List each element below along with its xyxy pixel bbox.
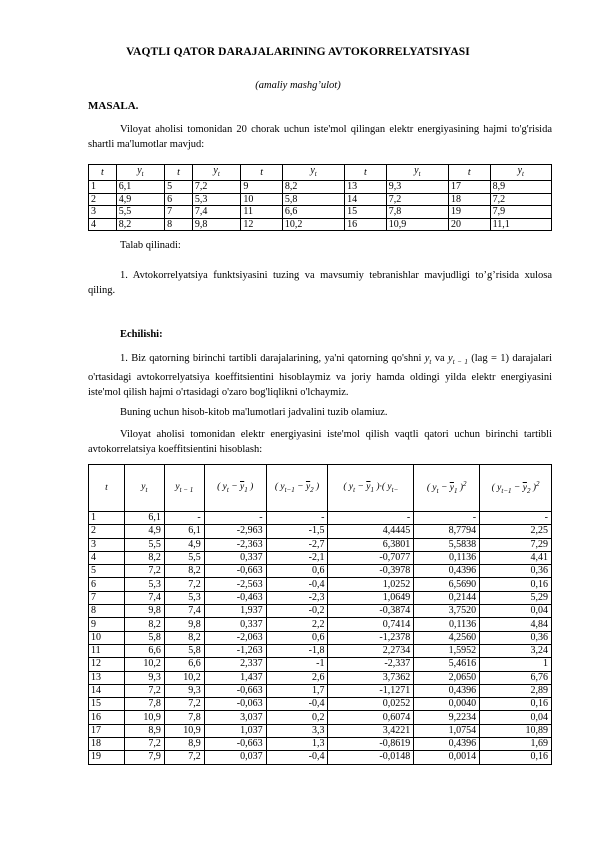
table-cell: -0,3874 <box>328 605 414 618</box>
col-yt-1: $y_{t - 1}$ <box>164 465 204 512</box>
table-cell: -0,2 <box>266 605 328 618</box>
table-header-row <box>89 465 552 512</box>
table-cell: 3,3 <box>266 724 328 737</box>
table-cell: 8,2 <box>282 181 344 194</box>
header-letter: y <box>414 165 419 176</box>
header-cell: t <box>89 165 117 181</box>
table-row <box>89 565 552 578</box>
table-cell: -0,463 <box>204 591 266 604</box>
solution-text-1: 1. Biz qatorning birinchi tartibli darajalarining, ya'ni qatorning qo'shni <box>120 353 422 364</box>
table-cell: 12 <box>241 218 283 231</box>
table-cell: 19 <box>449 206 491 219</box>
table-cell: 7,2 <box>164 698 204 711</box>
table-row <box>89 698 552 711</box>
solution-paragraph <box>88 351 552 400</box>
table-cell: 9 <box>241 181 283 194</box>
table-cell: 2 <box>89 193 117 206</box>
table-cell: -2,1 <box>266 551 328 564</box>
header-cell <box>490 165 551 181</box>
table-row <box>89 618 552 631</box>
table-cell: 18 <box>449 193 491 206</box>
table-cell: 1,3 <box>266 738 328 751</box>
header-cell: t <box>449 165 491 181</box>
table-cell: 8 <box>89 605 125 618</box>
table-row <box>89 738 552 751</box>
table-cell: 6 <box>165 193 193 206</box>
table-cell: -0,063 <box>204 698 266 711</box>
col-yt: $y_t$ <box>124 465 164 512</box>
table-cell: 3 <box>89 206 117 219</box>
table-cell: 17 <box>89 724 125 737</box>
table-cell: 0,6074 <box>328 711 414 724</box>
solution-lag: (lag = 1) <box>471 353 510 364</box>
table-cell: -1,8 <box>266 644 328 657</box>
table-cell: 8,7794 <box>414 525 480 538</box>
table-cell: -1,5 <box>266 525 328 538</box>
table-cell: 6,3801 <box>328 538 414 551</box>
table-cell: 5 <box>165 181 193 194</box>
table-cell: 11,1 <box>490 218 551 231</box>
table-cell: 4,84 <box>480 618 552 631</box>
table-cell: 10,2 <box>164 671 204 684</box>
table-row <box>89 181 552 194</box>
table-cell: 13 <box>89 671 125 684</box>
table-row <box>89 711 552 724</box>
table-cell: 0,037 <box>204 751 266 764</box>
table-cell: 8,9 <box>124 724 164 737</box>
table-cell: -0,663 <box>204 738 266 751</box>
table-row <box>89 684 552 697</box>
table-cell: 9,8 <box>124 605 164 618</box>
table-cell: 9 <box>89 618 125 631</box>
table-cell: 8,2 <box>124 551 164 564</box>
col-dev1: ( $y_t - \overline{y}_1$ ) <box>204 465 266 512</box>
table-cell: 2,0650 <box>414 671 480 684</box>
table-cell: 4,9 <box>116 193 164 206</box>
table-cell: 7,8 <box>164 711 204 724</box>
header-subscript: t <box>314 170 317 178</box>
table-cell: 8,2 <box>124 618 164 631</box>
table-cell: 7,8 <box>386 206 448 219</box>
table-cell: -0,7077 <box>328 551 414 564</box>
table-cell: 9,8 <box>164 618 204 631</box>
calc-intro-paragraph: Viloyat aholisi tomonidan elektr energiyasini iste'mol qilish vaqtli qatori uchun birinchi tartibli avtokorrelatsiya koeffitsientini hisoblash: <box>88 429 552 455</box>
table-cell: 7,2 <box>386 193 448 206</box>
table-cell: 18 <box>89 738 125 751</box>
table-cell: 0,337 <box>204 551 266 564</box>
table-cell: 4 <box>89 551 125 564</box>
table-cell: 8,9 <box>164 738 204 751</box>
table-cell: - <box>328 512 414 525</box>
autocorrelation-table <box>88 464 552 765</box>
table-cell: -2,3 <box>266 591 328 604</box>
table-row <box>89 551 552 564</box>
table-cell: 11 <box>89 644 125 657</box>
table-cell: 6 <box>89 578 125 591</box>
table-cell: 3 <box>89 538 125 551</box>
header-cell <box>192 165 240 181</box>
table-row <box>89 658 552 671</box>
table-cell: 10,9 <box>164 724 204 737</box>
table-cell: 5,3 <box>192 193 240 206</box>
table-cell: 3,7520 <box>414 605 480 618</box>
table-cell: 5,5 <box>116 206 164 219</box>
table-cell: 14 <box>345 193 387 206</box>
table-cell: 0,16 <box>480 698 552 711</box>
table-cell: 9,3 <box>386 181 448 194</box>
formula-yt-1: $y_{t - 1}$ <box>448 353 468 367</box>
table-cell: 3,037 <box>204 711 266 724</box>
header-letter: y <box>137 165 142 176</box>
header-cell <box>386 165 448 181</box>
solution-text-2: darajalari o'rtasidagi avtokorrelyatsiya koeffitsientini hisoblaymiz va joriy hamda oldingi yilda elektr energiyasini iste'mol qilish hajmi o'rtasidagi o'zaro bog'liqlikni o'lchaymiz. <box>88 353 553 399</box>
table-cell: -2,337 <box>328 658 414 671</box>
table-cell: 2,25 <box>480 525 552 538</box>
table-header-row <box>89 165 552 181</box>
table-cell: -0,8619 <box>328 738 414 751</box>
table-cell: -2,063 <box>204 631 266 644</box>
table-cell: 7,29 <box>480 538 552 551</box>
table-row <box>89 671 552 684</box>
table-cell: 10,2 <box>124 658 164 671</box>
table-cell: 2 <box>89 525 125 538</box>
table-cell: 9,2234 <box>414 711 480 724</box>
col-sq2: ( $y_{t-1} - \overline{y}_2$ )$^2$ <box>480 465 552 512</box>
table-row <box>89 605 552 618</box>
table-cell: 6,1 <box>164 525 204 538</box>
table-cell: -2,963 <box>204 525 266 538</box>
table-cell: 7,9 <box>490 206 551 219</box>
table-row <box>89 591 552 604</box>
table-cell: 7,4 <box>192 206 240 219</box>
header-cell <box>116 165 164 181</box>
table-cell: 1,937 <box>204 605 266 618</box>
header-cell: t <box>165 165 193 181</box>
table-cell: 8,9 <box>490 181 551 194</box>
header-letter: y <box>310 165 315 176</box>
table-row <box>89 206 552 219</box>
table-cell: 15 <box>89 698 125 711</box>
table-cell: 0,36 <box>480 631 552 644</box>
table-cell: 0,4396 <box>414 565 480 578</box>
header-subscript: t <box>522 170 524 178</box>
table-cell: 9,3 <box>124 671 164 684</box>
table-cell: 19 <box>89 751 125 764</box>
table-cell: 14 <box>89 684 125 697</box>
formula-yt: $y_t$ <box>424 353 432 367</box>
input-data-table <box>88 164 552 231</box>
header-cell: t <box>241 165 283 181</box>
table-cell: 1,69 <box>480 738 552 751</box>
table-cell: 0,4396 <box>414 684 480 697</box>
table-cell: 0,0040 <box>414 698 480 711</box>
table-cell: 20 <box>449 218 491 231</box>
table-cell: -0,4 <box>266 578 328 591</box>
intro-paragraph: Viloyat aholisi tomonidan 20 chorak uchun iste'mol qilingan elektr energiyasining hajmi to'g'risida shartli ma'lumotlar mavjud: <box>88 124 552 150</box>
table-cell: 7 <box>165 206 193 219</box>
table-cell: 7,4 <box>124 591 164 604</box>
table-cell: 1 <box>480 658 552 671</box>
table-cell: -0,4 <box>266 751 328 764</box>
table-cell: 0,4396 <box>414 738 480 751</box>
table-cell: 5,4616 <box>414 658 480 671</box>
table-cell: 2,2 <box>266 618 328 631</box>
table-cell: 5,5838 <box>414 538 480 551</box>
table-row <box>89 525 552 538</box>
header-letter: y <box>517 165 523 176</box>
table-row <box>89 538 552 551</box>
table-cell: 8,2 <box>164 565 204 578</box>
col-dev2: ( $y_{t-1} - \overline{y}_2$ ) <box>266 465 328 512</box>
table-cell: -2,563 <box>204 578 266 591</box>
table-row <box>89 751 552 764</box>
table-cell: -0,663 <box>204 565 266 578</box>
table-cell: 2,337 <box>204 658 266 671</box>
table-cell: 5 <box>89 565 125 578</box>
table-cell: 6,6 <box>124 644 164 657</box>
table-cell: 7,2 <box>124 565 164 578</box>
table-cell: 11 <box>241 206 283 219</box>
header-cell: t <box>345 165 387 181</box>
page-title: VAQTLI QATOR DARAJALARINING AVTOKORRELYATSIYASI <box>126 46 470 58</box>
col-t: t <box>89 465 125 512</box>
table-cell: 10,89 <box>480 724 552 737</box>
table-cell: 5,29 <box>480 591 552 604</box>
table-cell: 2,6 <box>266 671 328 684</box>
table-cell: 0,0014 <box>414 751 480 764</box>
table-cell: 1,0252 <box>328 578 414 591</box>
table-cell: 0,6 <box>266 565 328 578</box>
header-subscript: t <box>217 170 220 178</box>
solution-heading: Echilishi: <box>120 329 163 340</box>
table-cell: 7,2 <box>124 738 164 751</box>
table-cell: 6,1 <box>116 181 164 194</box>
table-cell: - <box>204 512 266 525</box>
table-cell: 12 <box>89 658 125 671</box>
table-cell: 10 <box>241 193 283 206</box>
table-cell: 6,6 <box>164 658 204 671</box>
table-cell: 0,1136 <box>414 551 480 564</box>
table-cell: 6,5690 <box>414 578 480 591</box>
table-cell: 4,2560 <box>414 631 480 644</box>
table-cell: 16 <box>345 218 387 231</box>
table-cell: 4,9 <box>164 538 204 551</box>
table-cell: 1,0649 <box>328 591 414 604</box>
table-cell: 0,04 <box>480 605 552 618</box>
header-letter: y <box>213 165 218 176</box>
table-row <box>89 512 552 525</box>
table-cell: 8 <box>165 218 193 231</box>
table-cell: 13 <box>345 181 387 194</box>
table-cell: -2,7 <box>266 538 328 551</box>
buning-paragraph: Buning uchun hisob-kitob ma'lumotlari jadvalini tuzib olamiuz. <box>120 407 388 418</box>
problem-heading: MASALA. <box>88 100 139 112</box>
table-cell: 7,4 <box>164 605 204 618</box>
table-cell: -1,263 <box>204 644 266 657</box>
table-cell: 7 <box>89 591 125 604</box>
table-cell: 1,037 <box>204 724 266 737</box>
table-cell: 7,2 <box>164 751 204 764</box>
table-cell: 7,2 <box>192 181 240 194</box>
table-cell: 4 <box>89 218 117 231</box>
table-cell: - <box>414 512 480 525</box>
table-cell: -0,663 <box>204 684 266 697</box>
table-cell: 5,8 <box>282 193 344 206</box>
table-cell: - <box>266 512 328 525</box>
table-cell: -0,0148 <box>328 751 414 764</box>
table-cell: 10,9 <box>124 711 164 724</box>
table-cell: 5,5 <box>164 551 204 564</box>
table-cell: 1,0754 <box>414 724 480 737</box>
table-cell: 3,7362 <box>328 671 414 684</box>
table-cell: 1,7 <box>266 684 328 697</box>
header-subscript: t <box>141 170 144 178</box>
table-cell: 1 <box>89 181 117 194</box>
table-cell: 0,0252 <box>328 698 414 711</box>
table-cell: 16 <box>89 711 125 724</box>
table-cell: 7,2 <box>124 684 164 697</box>
table-cell: -0,4 <box>266 698 328 711</box>
table-cell: 3,24 <box>480 644 552 657</box>
table-row <box>89 631 552 644</box>
table-cell: 0,7414 <box>328 618 414 631</box>
table-cell: 3,4221 <box>328 724 414 737</box>
table-cell: 6,76 <box>480 671 552 684</box>
table-row <box>89 578 552 591</box>
table-cell: -1,1271 <box>328 684 414 697</box>
table-cell: 1,437 <box>204 671 266 684</box>
col-sq1: ( $y_t - \overline{y}_1$ )$^2$ <box>414 465 480 512</box>
table-cell: 4,41 <box>480 551 552 564</box>
table-cell: 0,04 <box>480 711 552 724</box>
table-cell: 4,4445 <box>328 525 414 538</box>
table-cell: -1,2378 <box>328 631 414 644</box>
table-row <box>89 644 552 657</box>
table-cell: 5,3 <box>124 578 164 591</box>
table-cell: 4,9 <box>124 525 164 538</box>
table-cell: 1,5952 <box>414 644 480 657</box>
table-cell: 9,3 <box>164 684 204 697</box>
table-cell: 5,3 <box>164 591 204 604</box>
table-cell: 7,2 <box>164 578 204 591</box>
col-product: ( $y_t - \overline{y}_1$ )·( $y_{t-}$ <box>328 465 414 512</box>
table-cell: 0,2144 <box>414 591 480 604</box>
table-cell: 0,2 <box>266 711 328 724</box>
table-cell: 6,6 <box>282 206 344 219</box>
table-cell: 15 <box>345 206 387 219</box>
table-cell: 1 <box>89 512 125 525</box>
table-cell: 9,8 <box>192 218 240 231</box>
table-cell: 0,16 <box>480 751 552 764</box>
table-cell: 17 <box>449 181 491 194</box>
table-row <box>89 193 552 206</box>
table-cell: 0,16 <box>480 578 552 591</box>
solution-and: va <box>434 353 445 364</box>
table-cell: 7,2 <box>490 193 551 206</box>
table-cell: -2,363 <box>204 538 266 551</box>
table-cell: 2,89 <box>480 684 552 697</box>
requirement-label: Talab qilinadi: <box>120 240 181 251</box>
table-cell: 5,8 <box>164 644 204 657</box>
table-cell: 5,5 <box>124 538 164 551</box>
table-cell: 8,2 <box>164 631 204 644</box>
table-cell: 0,337 <box>204 618 266 631</box>
table-cell: 7,8 <box>124 698 164 711</box>
header-subscript: t <box>418 170 421 178</box>
table-row <box>89 724 552 737</box>
table-cell: -0,3978 <box>328 565 414 578</box>
table-row <box>89 218 552 231</box>
table-cell: 5,8 <box>124 631 164 644</box>
table-cell: 0,36 <box>480 565 552 578</box>
task-paragraph: 1. Avtokorrelyatsiya funktsiyasini tuzing va mavsumiy tebranishlar mavjudligi to’g’risida xulosa qiling. <box>88 270 552 296</box>
table-cell: -1 <box>266 658 328 671</box>
table-cell: 0,1136 <box>414 618 480 631</box>
table-cell: - <box>164 512 204 525</box>
table-cell: 8,2 <box>116 218 164 231</box>
table-cell: 10,2 <box>282 218 344 231</box>
table-cell: 0,6 <box>266 631 328 644</box>
table-cell: 6,1 <box>124 512 164 525</box>
table-cell: 10,9 <box>386 218 448 231</box>
table-cell: 7,9 <box>124 751 164 764</box>
table-cell: 2,2734 <box>328 644 414 657</box>
table-cell: 10 <box>89 631 125 644</box>
header-cell <box>282 165 344 181</box>
page-subtitle: (amaliy mashg’ulot) <box>255 80 341 91</box>
table-cell: - <box>480 512 552 525</box>
